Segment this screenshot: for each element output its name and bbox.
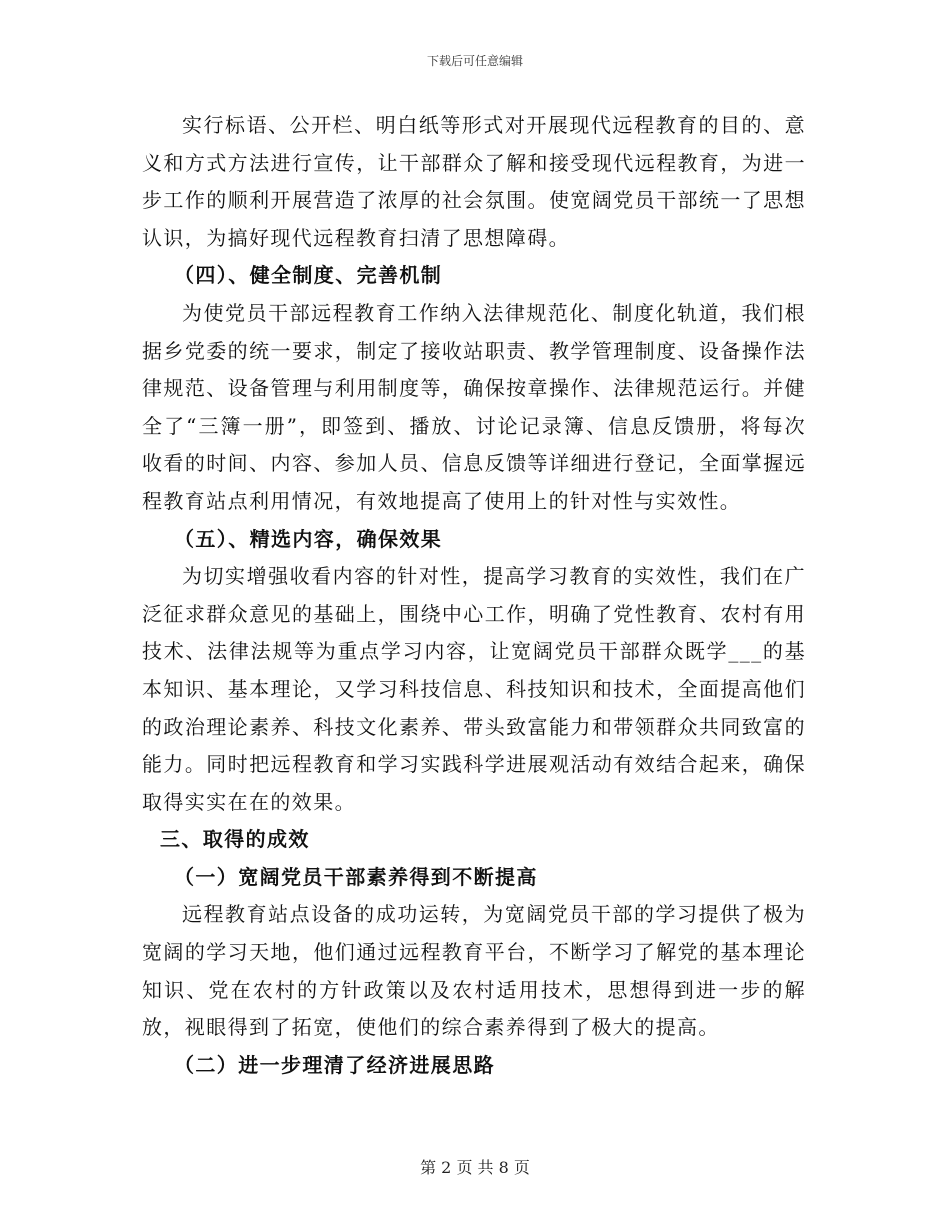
page-header: 下载后可任意编辑: [426, 54, 523, 68]
paragraph-propaganda: 实行标语、公开栏、明白纸等形式对开展现代远程教育的目的、意义和方式方法进行宣传，让干部群众了解和接受现代远程教育，为进一步工作的顺利开展营造了浓厚的社会氛围。使宽阔党员干部统一了思想认识，为搞好现代远程教育扫清了思想障碍。: [142, 113, 806, 250]
section-heading-4: （四）、健全制度、完善机制: [174, 263, 443, 288]
paragraph-quality-improvement: 远程教育站点设备的成功运转，为宽阔党员干部的学习提供了极为宽阔的学习天地，他们通过远程教育平台，不断学习了解党的基本理论知识、党在农村的方针政策以及农村适用技术，思想得到进一步的解放，视眼得到了拓宽，使他们的综合素养得到了极大的提高。: [142, 902, 806, 1040]
section-heading-achievements: 三、取得的成效: [160, 827, 310, 852]
section-heading-5: （五）、精选内容，确保效果: [174, 526, 443, 551]
document-body: [142, 107, 806, 1084]
paragraph-content-selection: 为切实增强收看内容的针对性，提高学习教育的实效性，我们在广泛征求群众意见的基础上，围绕中心工作，明确了党性教育、农村有用技术、法律法规等为重点学习内容，让宽阔党员干部群众既学___的基本知识、基本理论，又学习科技信息、科技知识和技术，全面提高他们的政治理论素养、科技文化素养、带头致富能力和带领群众共同致富的能力。同时把远程教育和学习实践科学进展观活动有效结合起来，确保取得实实在在的效果。: [142, 564, 806, 814]
page-number: 第 2 页 共 8 页: [420, 1158, 530, 1177]
subsection-heading-1: （一）宽阔党员干部素养得到不断提高: [174, 864, 538, 889]
paragraph-system: 为使党员干部远程教育工作纳入法律规范化、制度化轨道，我们根据乡党委的统一要求，制定了接收站职责、教学管理制度、设备操作法律规范、设备管理与利用制度等，确保按章操作、法律规范运行。并健全了“三簿一册”，即签到、播放、讨论记录簿、信息反馈册，将每次收看的时间、内容、参加人员、信息反馈等详细进行登记，全面掌握远程教育站点利用情况，有效地提高了使用上的针对性与实效性。: [142, 300, 806, 513]
subsection-heading-2: （二）进一步理清了经济进展思路: [174, 1052, 495, 1077]
